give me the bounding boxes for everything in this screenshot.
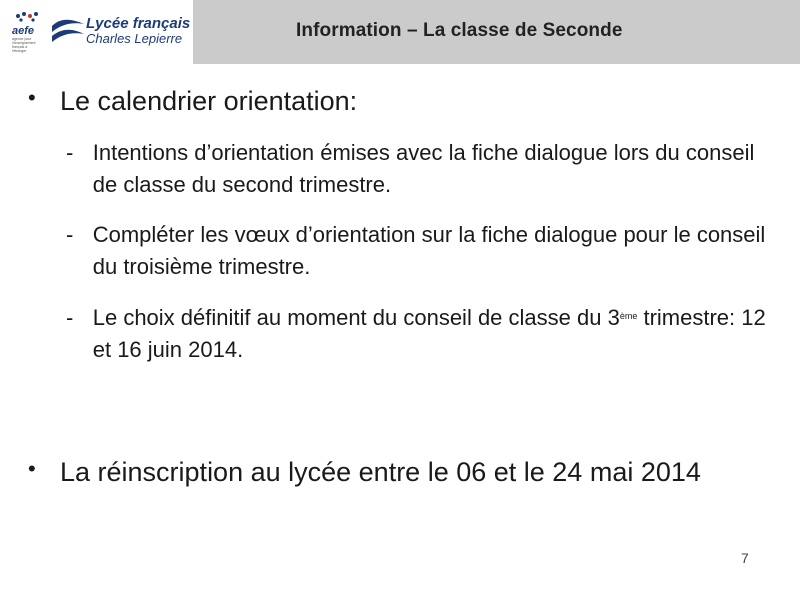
- dash-symbol: -: [66, 140, 74, 165]
- bullet-calendar: [28, 82, 357, 120]
- wave-icon: [50, 16, 86, 50]
- sub-item-text-before: Le choix définitif au moment du conseil de classe du 3: [92, 305, 620, 330]
- aefe-label: aefe: [12, 25, 35, 37]
- bullet-reinscription: [28, 453, 748, 491]
- superscript-eme: ème: [619, 311, 638, 321]
- sub-item-text: Intentions d’orientation émises avec la fiche dialogue lors du conseil de classe du second trimestre.: [92, 140, 755, 197]
- sub-item-choix-definitif: [66, 302, 766, 366]
- sub-item-text: Compléter les vœux d’orientation sur la fiche dialogue pour le conseil du troisième trimestre.: [92, 222, 766, 279]
- school-name-line2: Charles Lepierre: [86, 31, 183, 46]
- bullet-calendar-text: Le calendrier orientation:: [60, 86, 358, 116]
- sub-item-text-after: trimestre: 12 et 16 juin 2014.: [92, 305, 766, 362]
- slide-title: Information – La classe de Seconde: [296, 20, 623, 41]
- school-logo: [8, 10, 191, 56]
- bullet-symbol: •: [28, 456, 36, 481]
- sub-item-intentions: [66, 137, 766, 201]
- sub-item-text: [93, 302, 766, 366]
- dash-symbol: -: [66, 305, 74, 330]
- sub-item-voeux: [66, 219, 766, 283]
- school-name-line1: Lycée français: [86, 15, 191, 32]
- dash-symbol: -: [66, 222, 74, 247]
- aefe-subtext: agence pour l'enseignement français à l'étranger: [12, 37, 36, 53]
- bullet-symbol: •: [28, 85, 36, 110]
- page-number: 7: [741, 550, 749, 566]
- bullet-reinscription-text: La réinscription au lycée entre le 06 et le 24 mai 2014: [60, 457, 701, 487]
